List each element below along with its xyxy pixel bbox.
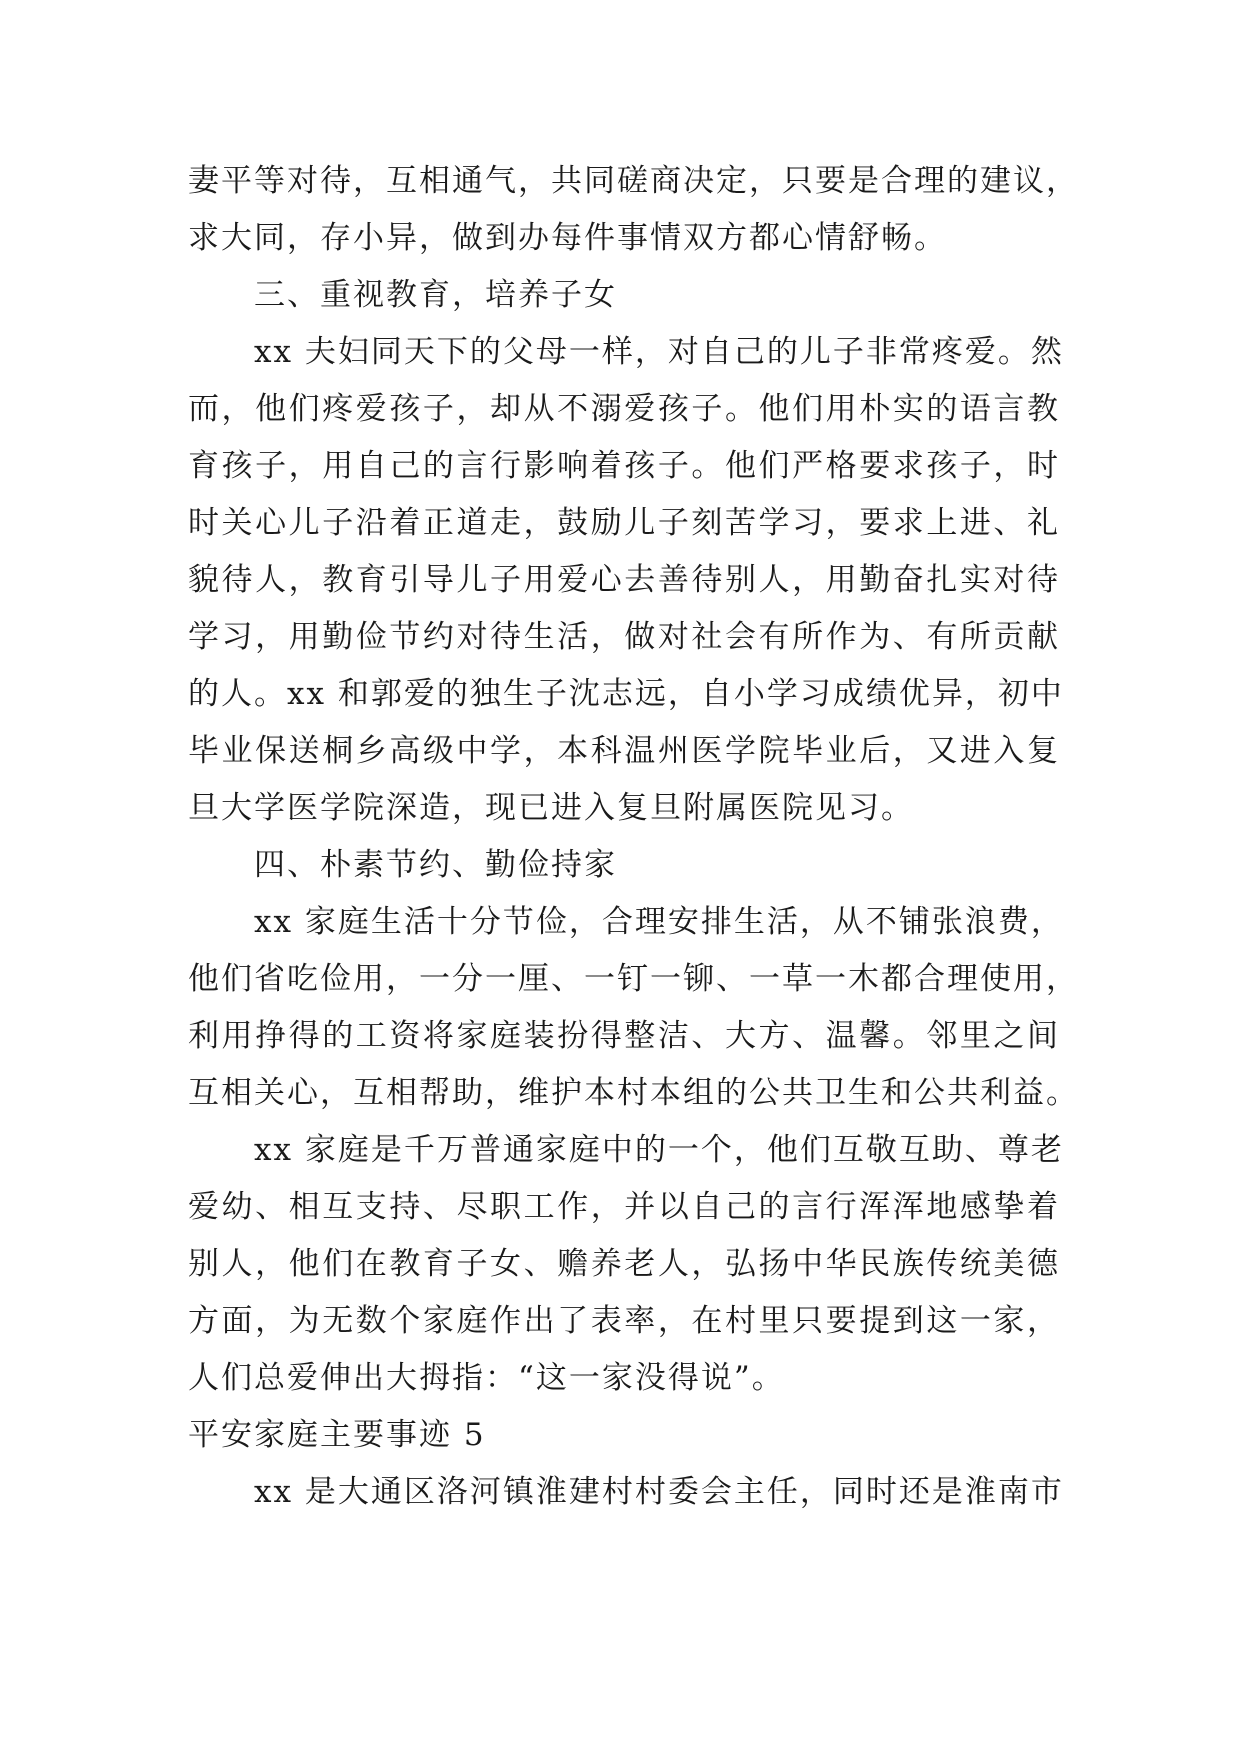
section-heading-3: 三、重视教育，培养子女 [254,277,617,313]
text-line-24: xx 是大通区洛河镇淮建村村委会主任，同时还是淮南市 [254,1474,1064,1510]
text-line-9: 学习，用勤俭节约对待生活，做对社会有所作为、有所贡献 [188,619,1060,655]
text-line-7: 时关心儿子沿着正道走，鼓励儿子刻苦学习，要求上进、礼 [188,505,1060,541]
text-line-2: 求大同，存小异，做到办每件事情双方都心情舒畅。 [188,220,947,256]
text-line-11: 毕业保送桐乡高级中学，本科温州医学院毕业后，又进入复 [188,733,1060,769]
text-line-20: 别人，他们在教育子女、赡养老人，弘扬中华民族传统美德 [188,1246,1060,1282]
text-line-19: 爱幼、相互支持、尽职工作，并以自己的言行浑浑地感挚着 [188,1189,1060,1225]
text-line-21: 方面，为无数个家庭作出了表率，在村里只要提到这一家， [188,1303,1060,1339]
text-line-1: 妻平等对待，互相通气，共同磋商决定，只要是合理的建议， [188,163,1079,199]
text-line-12: 旦大学医学院深造，现已进入复旦附属医院见习。 [188,790,914,826]
text-line-6: 育孩子，用自己的言行影响着孩子。他们严格要求孩子，时 [188,448,1060,484]
text-line-4: xx 夫妇同天下的父母一样，对自己的儿子非常疼爱。然 [254,334,1064,370]
text-line-15: 他们省吃俭用，一分一厘、一钉一铆、一草一木都合理使用， [188,961,1079,997]
text-line-16: 利用挣得的工资将家庭装扮得整洁、大方、温馨。邻里之间 [188,1018,1060,1054]
text-line-22: 人们总爱伸出大拇指：“这一家没得说”。 [188,1360,785,1396]
article-title: 平安家庭主要事迹 5 [188,1417,486,1453]
text-line-5: 而，他们疼爱孩子，却从不溺爱孩子。他们用朴实的语言教 [188,391,1060,427]
text-line-18: xx 家庭是千万普通家庭中的一个，他们互敬互助、尊老 [254,1132,1064,1168]
text-line-10: 的人。xx 和郭爱的独生子沈志远，自小学习成绩优异，初中 [188,676,1064,712]
text-line-17: 互相关心，互相帮助，维护本村本组的公共卫生和公共利益。 [188,1075,1079,1111]
document-page [188,153,1079,1521]
text-line-8: 貌待人，教育引导儿子用爱心去善待别人，用勤奋扎实对待 [188,562,1060,598]
text-line-14: xx 家庭生活十分节俭，合理安排生活，从不铺张浪费， [254,904,1064,940]
section-heading-4: 四、朴素节约、勤俭持家 [254,847,617,883]
